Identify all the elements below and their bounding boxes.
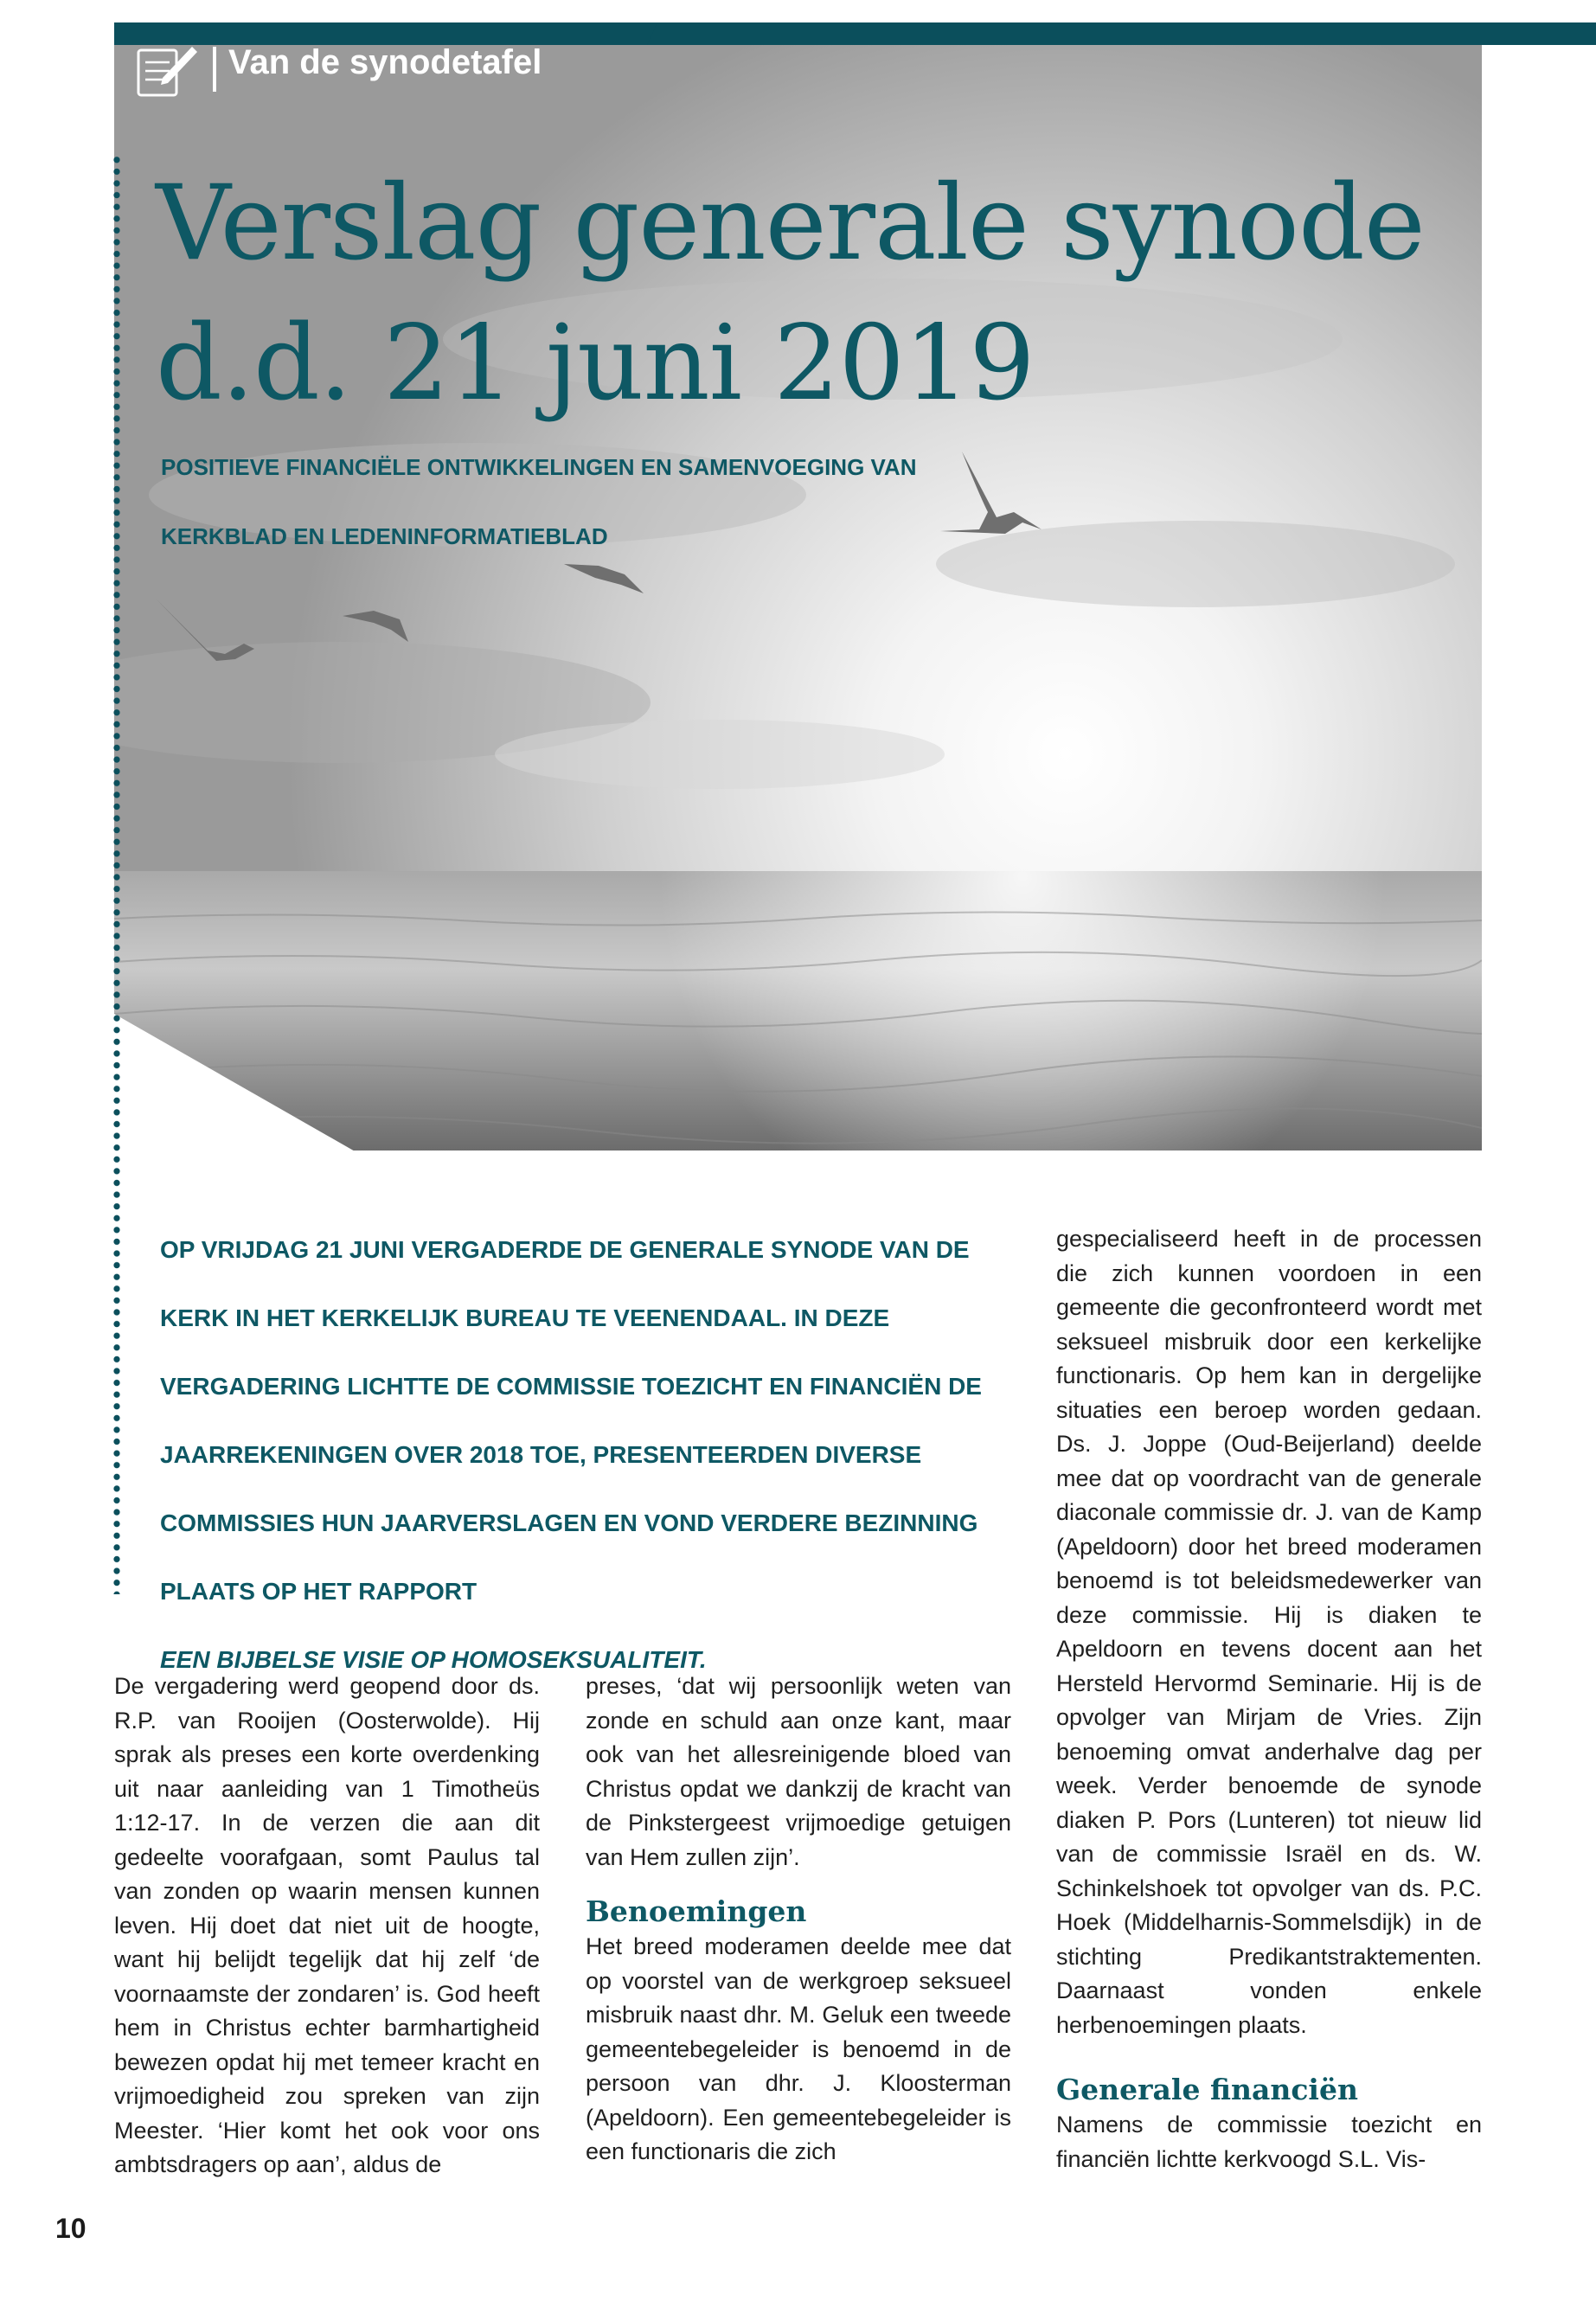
- column-1: [114, 1670, 540, 2182]
- column-2: [586, 1670, 1011, 2170]
- article-title: Verslag generale synode d.d. 21 juni 2019: [156, 163, 1425, 424]
- paragraph: Het breed moderamen deelde mee dat op voorstel van de werkgroep seksueel misbruik naast dhr. M. Geluk een tweede gemeentebegeleider is benoemd in de persoon van dhr. J. Kloosterman (Apeldoorn). Een gemeentebegeleider is een functionaris die zich: [586, 1933, 1011, 2164]
- heading-benoemingen: Benoemingen: [586, 1894, 807, 1928]
- section-divider: [213, 47, 216, 92]
- column-3: [1056, 1222, 1482, 2176]
- intro-text: OP VRIJDAG 21 JUNI VERGADERDE DE GENERALE SYNODE VAN DE KERK IN HET KERKELIJK BUREAU TE VEENENDAAL. IN DEZE VERGADERING LICHTTE DE COMMISSIE TOEZICHT EN FINANCIËN DE JAARREKENINGEN OVER 2018 TOE, PRESENTEERDEN DIVERSE COMMISSIES HUN JAARVERSLAGEN EN VOND VERDERE BEZINNING PLAATS OP HET RAPPORT: [160, 1236, 982, 1605]
- intro-emphasis: EEN BIJBELSE VISIE OP HOMOSEKSUALITEIT.: [160, 1646, 707, 1673]
- heading-generale-financien: Generale financiën: [1056, 2073, 1358, 2106]
- paragraph: gespecialiseerd heeft in de processen die zich kunnen voordoen in een gemeente die geconfronteerd wordt met seksueel misbruik door een kerkelijke functionaris. Op hem kan in dergelijke situaties een beroep worden gedaan. Ds. J. Joppe (Oud-Beijerland) deelde mee dat op voordracht van de generale diaconale commissie dr. J. van de Kamp (Apeldoorn) door het breed moderamen benoemd is tot beleidsmedewerker van deze commissie. Hij is diaken te Apeldoorn en tevens docent aan het Hersteld Hervormd Seminarie. Hij is de opvolger van Mirjam de Vries. Zijn benoeming omvat anderhalve dag per week. Verder benoemde de synode diaken P. Pors (Lunteren) tot nieuw lid van de commissie Israël en ds. W. Schinkelshoek tot opvolger van ds. P.C. Hoek (Middelharnis-Sommelsdijk) in de stichting Predikantstraktementen. Daarnaast vonden enkele herbenoemingen plaats.: [1056, 1226, 1482, 2038]
- article-intro: [160, 1215, 1034, 1694]
- paragraph: preses, ‘dat wij persoonlijk weten van zonde en schuld aan onze kant, maar ook van het allesreinigende bloed van Christus opdat we dankzij de kracht van de Pinkstergeest vrijmoedige getuigen van Hem zullen zijn’.: [586, 1673, 1011, 1870]
- page-number: 10: [55, 2213, 87, 2244]
- article-subtitle: POSITIEVE FINANCIËLE ONTWIKKELINGEN EN SAMENVOEGING VAN KERKBLAD EN LEDENINFORMATIEBLAD: [161, 454, 917, 549]
- pen-and-paper-icon: [131, 35, 201, 104]
- dotted-rule: [112, 154, 121, 1594]
- paragraph: Namens de commissie toezicht en financiën lichtte kerkvoogd S.L. Vis-: [1056, 2112, 1482, 2172]
- section-label: Van de synodetafel: [228, 43, 542, 81]
- paragraph: De vergadering werd geopend door ds. R.P. van Rooijen (Oosterwolde). Hij sprak als preses een korte overdenking uit naar aanleiding van 1 Timotheüs 1:12-17. In de verzen die aan dit gedeelte voorafgaan, somt Paulus tal van zonden op waarin mensen kunnen leven. Hij doet dat niet uit de hoogte, want hij belijdt tegelijk dat hij zelf ‘de voornaamste der zondaren’ is. God heeft hem in Christus echter barmhartigheid bewezen opdat hij met temeer kracht en vrijmoedigheid zou spreken van zijn Meester. ‘Hier komt het ook voor ons ambtsdragers op aan’, aldus de: [114, 1673, 540, 2177]
